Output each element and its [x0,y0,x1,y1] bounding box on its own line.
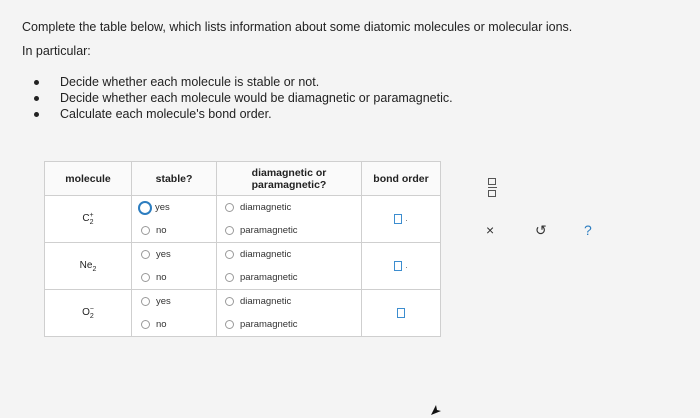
bullet-item: Calculate each molecule's bond order. [34,106,453,122]
header-molecule: molecule [45,162,132,196]
paramagnetic-option[interactable]: paramagnetic [217,266,361,289]
stable-cell [132,196,217,243]
stable-yes-option[interactable]: yes [132,196,216,219]
radio-paramagnetic[interactable] [225,320,234,329]
stable-no-option[interactable]: no [132,313,216,336]
help-button[interactable]: ? [584,222,592,238]
bond-order-cell: . [362,196,441,243]
paramagnetic-option[interactable]: paramagnetic [217,313,361,336]
molecule-table [44,161,441,337]
bullet-icon [34,80,39,85]
molecule-formula: $O_2^-$ [82,305,94,320]
stable-no-option[interactable]: no [132,219,216,242]
table-row [45,196,441,243]
instructions-line1: Complete the table below, which lists information about some diatomic molecules or molecular ions. [22,20,573,34]
header-stable: stable? [132,162,217,196]
magnetic-cell [217,243,362,290]
bullet-icon [34,96,39,101]
table-header-row [45,162,441,196]
molecule-cell [45,290,132,337]
radio-yes[interactable] [141,250,150,259]
bullet-icon [34,112,39,117]
stable-yes-option[interactable]: yes [132,243,216,266]
table-row [45,243,441,290]
molecule-formula: $C_2^+$ [82,211,94,226]
bullet-item: Decide whether each molecule would be diamagnetic or paramagnetic. [34,90,453,106]
stable-cell [132,243,217,290]
magnetic-cell [217,290,362,337]
diamagnetic-option[interactable]: diamagnetic [217,243,361,266]
stable-no-option[interactable]: no [132,266,216,289]
radio-paramagnetic[interactable] [225,273,234,282]
molecule-cell [45,243,132,290]
stable-yes-option[interactable]: yes [132,290,216,313]
undo-button[interactable]: ↺ [535,222,547,238]
fraction-icon[interactable] [488,178,497,198]
bullet-item: Decide whether each molecule is stable or not. [34,74,453,90]
header-magnetic: diamagnetic or paramagnetic? [217,162,362,196]
bond-order-input[interactable] [394,261,402,271]
magnetic-cell [217,196,362,243]
diamagnetic-option[interactable]: diamagnetic [217,290,361,313]
paramagnetic-option[interactable]: paramagnetic [217,219,361,242]
molecule-formula: $Ne_2$ [79,259,97,273]
molecule-cell [45,196,132,243]
instructions [22,20,572,58]
stable-cell [132,290,217,337]
clear-button[interactable]: × [486,222,495,238]
radio-paramagnetic[interactable] [225,226,234,235]
radio-no[interactable] [141,226,150,235]
radio-no[interactable] [141,320,150,329]
radio-no[interactable] [141,273,150,282]
radio-diamagnetic[interactable] [225,250,234,259]
radio-diamagnetic[interactable] [225,297,234,306]
bond-order-cell: . [362,243,441,290]
instructions-bullets [34,74,453,122]
table-row [45,290,441,337]
mouse-cursor-icon [430,404,442,416]
radio-yes[interactable] [141,297,150,306]
diamagnetic-option[interactable]: diamagnetic [217,196,361,219]
bond-order-cell [362,290,441,337]
header-bond-order: bond order [362,162,441,196]
radio-diamagnetic[interactable] [225,203,234,212]
bond-order-input[interactable] [397,308,405,318]
bond-order-input[interactable] [394,214,402,224]
instructions-line2: In particular: [22,44,91,58]
radio-yes[interactable] [138,201,152,215]
